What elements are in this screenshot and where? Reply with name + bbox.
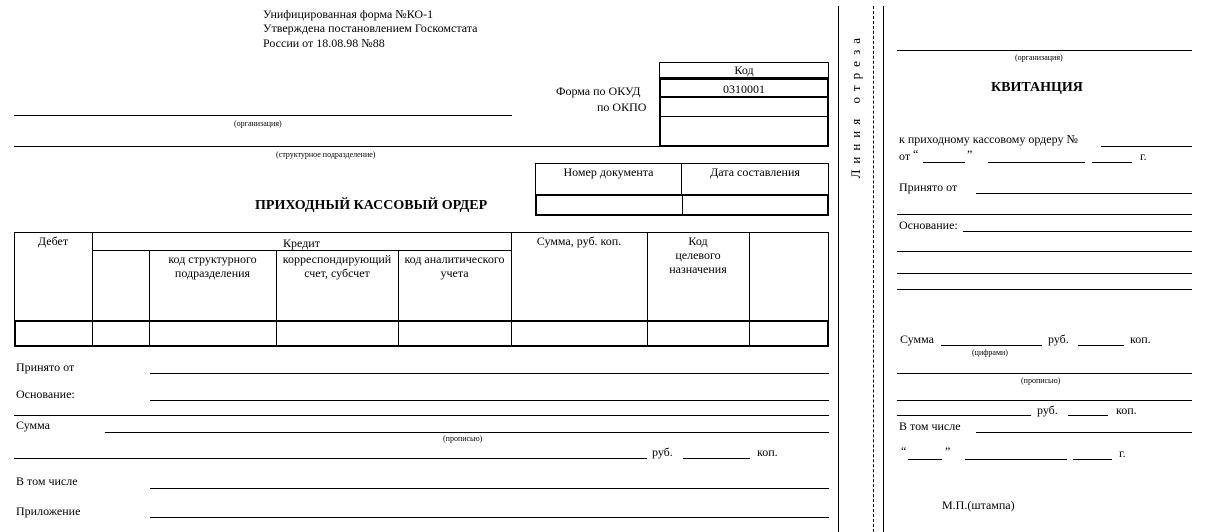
- receipt-v-tom-chisle-label: В том числе: [899, 419, 961, 433]
- receipt-osnovanie-line-1[interactable]: [963, 231, 1192, 232]
- receipt-rub-label: руб.: [1048, 332, 1069, 346]
- receipt-summa-words-line-3[interactable]: [897, 415, 1031, 416]
- receipt-osnovanie-line-4[interactable]: [897, 289, 1192, 290]
- okud-value: 0310001: [723, 82, 765, 96]
- receipt-prinyato-line[interactable]: [976, 193, 1192, 194]
- receipt-title: КВИТАНЦИЯ: [991, 80, 1083, 95]
- form-header-line3: России от 18.08.98 №88: [263, 36, 385, 50]
- receipt-ot-label: от: [899, 149, 911, 163]
- okpo-divider: [659, 116, 829, 117]
- receipt-propisyu-caption: (прописью): [1021, 376, 1061, 385]
- receipt-quote-close: ”: [967, 147, 973, 161]
- cut-dashed-line: [873, 6, 874, 532]
- receipt-month-line[interactable]: [988, 162, 1085, 163]
- organization-line: [14, 115, 512, 116]
- receipt-summa-label: Сумма: [900, 332, 934, 346]
- prinyato-label: Принято от: [16, 360, 75, 374]
- okud-label: Форма по ОКУД: [556, 84, 641, 98]
- receipt-summa-words-line-2[interactable]: [897, 400, 1192, 401]
- kop-line[interactable]: [683, 458, 750, 459]
- osnovanie-line-2[interactable]: [14, 415, 829, 416]
- osnovanie-label: Основание:: [16, 387, 75, 401]
- col-kod-cel-3: назначения: [669, 262, 727, 276]
- receipt-quote-open: “: [913, 147, 919, 161]
- doc-date-header: Дата составления: [710, 165, 800, 179]
- col-kod-anal-2: учета: [440, 266, 469, 280]
- receipt-osnovanie-label: Основание:: [899, 218, 958, 232]
- okpo-label: по ОКПО: [597, 100, 647, 114]
- col-kod-struct-2: подразделения: [174, 266, 251, 280]
- code-header: Код: [734, 63, 754, 77]
- accounts-table-values-row: [14, 320, 829, 347]
- summa-propisyu-caption: (прописью): [443, 434, 483, 443]
- receipt-day-line[interactable]: [923, 162, 965, 163]
- receipt-order-number-line[interactable]: [1101, 146, 1192, 147]
- summa-line[interactable]: [105, 432, 829, 433]
- receipt-summa-words-line[interactable]: [897, 373, 1192, 374]
- receipt-organization-line[interactable]: [897, 50, 1192, 51]
- form-header-line1: Унифицированная форма №КО-1: [263, 7, 434, 21]
- osnovanie-line-1[interactable]: [150, 400, 829, 401]
- receipt-prinyato-line-2[interactable]: [897, 214, 1192, 215]
- receipt-osnovanie-line-3[interactable]: [897, 273, 1192, 274]
- col-debet: Дебет: [37, 234, 69, 248]
- prilozhenie-line[interactable]: [150, 517, 829, 518]
- receipt-kop-line[interactable]: [1078, 345, 1124, 346]
- receipt-year-line[interactable]: [1092, 162, 1132, 163]
- summa-line-2[interactable]: [14, 458, 647, 459]
- kredit-underline: [92, 250, 511, 251]
- receipt-date-g-label: г.: [1119, 446, 1126, 460]
- col-korr-1: корреспондирующий: [282, 252, 392, 266]
- receipt-summa-digits-line[interactable]: [941, 345, 1042, 346]
- prinyato-line[interactable]: [150, 373, 829, 374]
- receipt-date-quote-open: “: [901, 444, 907, 458]
- receipt-rub-label-2: руб.: [1037, 403, 1058, 417]
- rub-label: руб.: [652, 445, 673, 459]
- okpo-cell: [659, 98, 829, 147]
- receipt-ciframi-caption: (цифрами): [972, 348, 1008, 357]
- receipt-date-day-line[interactable]: [908, 459, 942, 460]
- doc-number-date-divider: [682, 194, 683, 216]
- summa-label: Сумма: [16, 418, 50, 432]
- receipt-v-tom-chisle-line[interactable]: [976, 432, 1192, 433]
- col-kod-struct-1: код структурного: [168, 252, 257, 266]
- v-tom-chisle-line[interactable]: [150, 488, 829, 489]
- col-kod-cel-1: Код: [688, 234, 708, 248]
- receipt-g-label: г.: [1140, 149, 1147, 163]
- form-header-line2: Утверждена постановлением Госкомстата: [263, 21, 478, 35]
- receipt-kop-label: коп.: [1130, 332, 1151, 346]
- doc-number-header: Номер документа: [563, 165, 654, 179]
- document-title: ПРИХОДНЫЙ КАССОВЫЙ ОРДЕР: [255, 198, 488, 213]
- col-summa: Сумма, руб. коп.: [536, 234, 622, 248]
- receipt-organization-caption: (организация): [1015, 53, 1063, 62]
- subdivision-line: [14, 146, 829, 147]
- prilozhenie-label: Приложение: [16, 504, 81, 518]
- cut-line-label: Линия отреза: [848, 32, 863, 179]
- receipt-kop-label-2: коп.: [1116, 403, 1137, 417]
- col-kod-cel-2: целевого: [675, 248, 721, 262]
- receipt-prinyato-label: Принято от: [899, 180, 958, 194]
- receipt-kop-line-2[interactable]: [1068, 415, 1108, 416]
- kop-label: коп.: [757, 445, 778, 459]
- receipt-osnovanie-line-2[interactable]: [897, 251, 1192, 252]
- receipt-to-order-label: к приходному кассовому ордеру №: [899, 132, 1078, 146]
- receipt-mp-label: М.П.(штампа): [942, 498, 1015, 512]
- subdivision-caption: (структурное подразделение): [276, 150, 376, 159]
- receipt-date-year-line[interactable]: [1073, 459, 1112, 460]
- receipt-date-quote-close: ”: [945, 444, 951, 458]
- cut-border-left: [838, 6, 839, 532]
- v-tom-chisle-label: В том числе: [16, 474, 78, 488]
- organization-caption: (организация): [234, 119, 282, 128]
- cut-border-right: [883, 6, 884, 532]
- col-kredit: Кредит: [283, 236, 320, 250]
- col-kod-anal-1: код аналитического: [404, 252, 505, 266]
- receipt-date-month-line[interactable]: [965, 459, 1067, 460]
- col-korr-2: счет, субсчет: [304, 266, 370, 280]
